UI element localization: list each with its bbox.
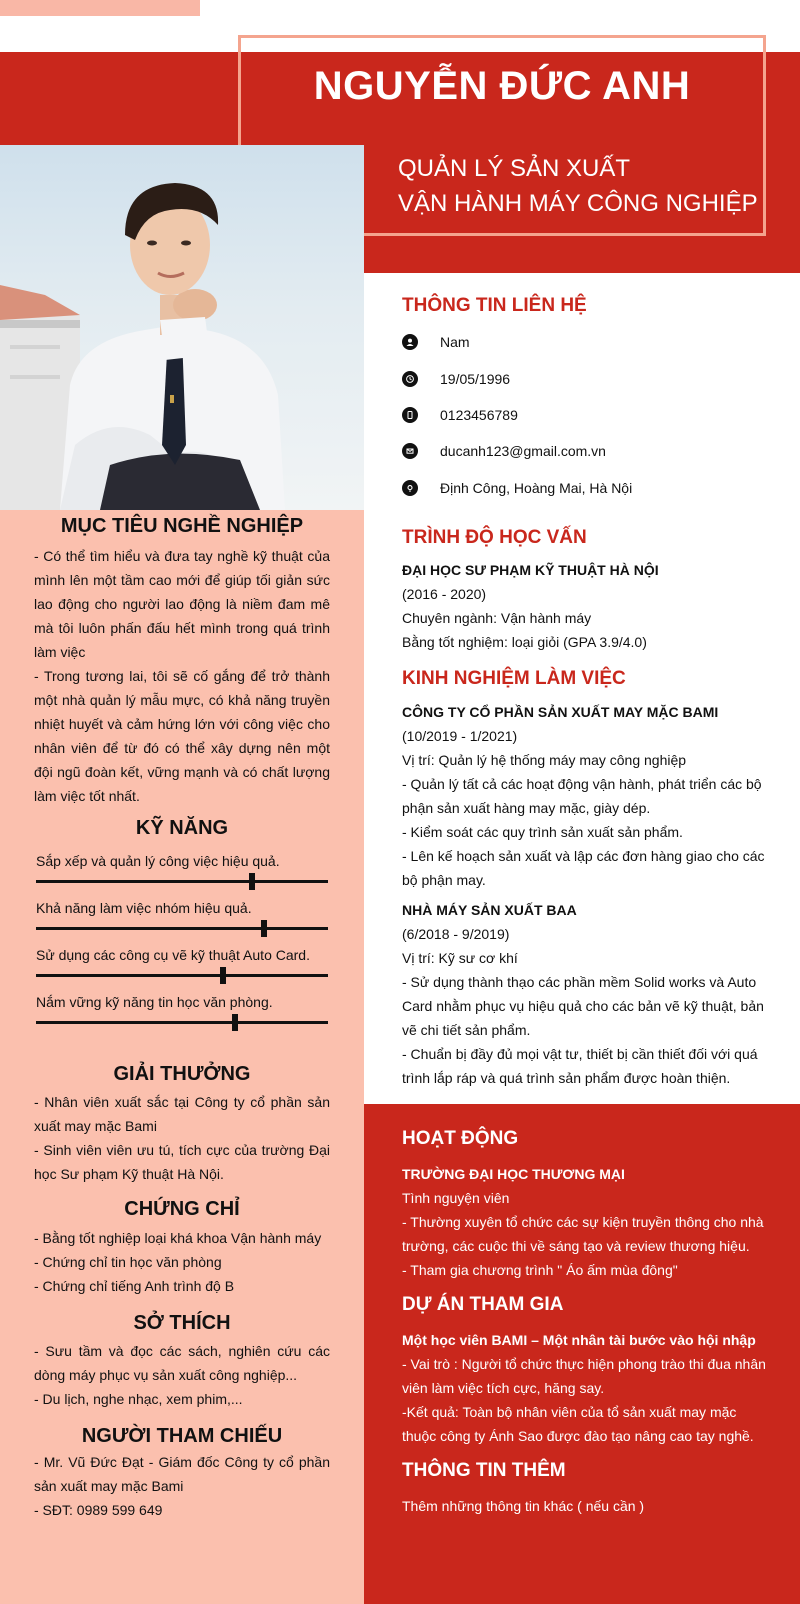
project-item: -Kết quả: Toàn bộ nhân viên của tổ sản xuất may mặc thuộc công ty Ánh Sao được đào tạo nâng cao tay nghề. (402, 1404, 754, 1444)
skill-bar (36, 974, 328, 977)
clock-icon (402, 371, 418, 387)
job-company: NHÀ MÁY SẢN XUẤT BAA (402, 902, 577, 918)
objective-paragraph-2: - Trong tương lai, tôi sẽ cố gắng để trở thành một nhà quản lý mẫu mực, có khả năng truyền nhiệt huyết và cảm hứng lớn với công việc cho nhân viên để từ đó có thể xây dựng nên một đội ngũ đoàn kết, vững mạnh và có chất lượng làm việc tốt nhất. (34, 668, 330, 804)
activity-org: TRƯỜNG ĐẠI HỌC THƯƠNG MẠI (402, 1166, 625, 1182)
skill-bar (36, 880, 328, 883)
awards-heading: GIẢI THƯỞNG (113, 1063, 251, 1085)
hobby-item: - Sưu tầm và đọc các sách, nghiên cứu các dòng máy phục vụ sản xuất công nghiệp... (34, 1343, 330, 1383)
activities-heading: HOẠT ĐỘNG (402, 1128, 519, 1149)
objective-heading: MỤC TIÊU NGHỀ NGHIỆP (60, 515, 304, 537)
contact-phone (402, 404, 518, 426)
activity-item: - Thường xuyên tổ chức các sự kiện truyền thông cho nhà trường, các cuộc thi về sáng tạo và review thương hiệu. (402, 1214, 764, 1254)
job-duty: - Sử dụng thành thạo các phần mềm Solid works và Auto Card nhằm phục vụ hiệu quả cho các bản vẽ kỹ thuật, bản vẽ chi tiết sản phẩm. (402, 974, 764, 1038)
hobby-item: - Du lịch, nghe nhạc, xem phim,... (34, 1391, 243, 1407)
skill-bar-knob (232, 1014, 238, 1031)
phone-value: 0123456789 (440, 407, 518, 423)
corner-accent (0, 0, 200, 16)
gender-value: Nam (440, 334, 470, 350)
activity-item: - Tham gia chương trình " Áo ấm mùa đông" (402, 1262, 678, 1278)
address-value: Định Công, Hoàng Mai, Hà Nội (440, 480, 633, 496)
extra-heading: THÔNG TIN THÊM (402, 1460, 566, 1481)
skill-bar (36, 1021, 328, 1024)
skill-bar (36, 927, 328, 930)
job-period: (10/2019 - 1/2021) (402, 728, 518, 744)
skill-label: Sắp xếp và quản lý công việc hiệu quả. (36, 853, 280, 869)
education-period: (2016 - 2020) (402, 586, 487, 602)
job-duty: - Quản lý tất cả các hoạt động vận hành, phát triển các bộ phận sản xuất hàng may mặc, giày dép. (402, 776, 762, 816)
hobbies-heading: SỞ THÍCH (133, 1312, 231, 1334)
certificate-item: - Chứng chỉ tiếng Anh trình độ B (34, 1278, 235, 1294)
profile-photo-illustration (0, 145, 364, 510)
skill-label: Nắm vững kỹ năng tin học văn phòng. (36, 994, 273, 1010)
contact-address (402, 477, 632, 499)
job-duty: - Kiểm soát các quy trình sản xuất sản phẩm. (402, 824, 683, 840)
certificate-item: - Bằng tốt nghiệp loại khá khoa Vận hành máy (34, 1230, 322, 1246)
job-title-line-1: QUẢN LÝ SẢN XUẤT (398, 155, 631, 182)
skill-bar-knob (220, 967, 226, 984)
education-heading: TRÌNH ĐỘ HỌC VẤN (402, 527, 587, 548)
contact-gender (402, 331, 470, 353)
dob-value: 19/05/1996 (440, 371, 511, 387)
award-item: - Nhân viên xuất sắc tại Công ty cổ phần sản xuất may mặc Bami (34, 1094, 330, 1134)
skill-label: Sử dụng các công cụ vẽ kỹ thuật Auto Card. (36, 947, 310, 963)
certificate-item: - Chứng chỉ tin học văn phòng (34, 1254, 222, 1270)
location-pin-icon (402, 480, 418, 496)
education-degree: Bằng tốt nghiệm: loại giỏi (GPA 3.9/4.0) (402, 634, 647, 650)
project-name: Một học viên BAMI – Một nhân tài bước vào hội nhập (402, 1332, 756, 1348)
contact-dob (402, 368, 510, 390)
project-item: - Vai trò : Người tổ chức thực hiện phong trào thi đua nhân viên làm việc tích cực, hăng say. (402, 1356, 766, 1396)
extra-text: Thêm những thông tin khác ( nếu cần ) (402, 1498, 645, 1514)
job-position: Vị trí: Kỹ sư cơ khí (402, 950, 518, 966)
award-item: - Sinh viên viên ưu tú, tích cực của trường Đại học Sư phạm Kỹ thuật Hà Nội. (34, 1142, 330, 1182)
projects-heading: DỰ ÁN THAM GIA (402, 1294, 564, 1315)
user-icon (402, 334, 418, 350)
reference-item: - Mr. Vũ Đức Đạt - Giám đốc Công ty cổ phần sản xuất may mặc Bami (34, 1454, 330, 1494)
profile-photo (0, 145, 364, 510)
candidate-name: NGUYỄN ĐỨC ANH (313, 64, 691, 108)
job-duty: - Lên kế hoạch sản xuất và lập các đơn hàng giao cho các bộ phận may. (402, 848, 765, 888)
skill-label: Khả năng làm việc nhóm hiệu quả. (36, 900, 252, 916)
left-column (0, 510, 364, 1604)
education-major: Chuyên ngành: Vận hành máy (402, 610, 592, 626)
skill-bar-knob (249, 873, 255, 890)
education-school: ĐẠI HỌC SƯ PHẠM KỸ THUẬT HÀ NỘI (402, 562, 659, 578)
experience-heading: KINH NGHIỆM LÀM VIỆC (402, 668, 626, 689)
mail-icon (402, 443, 418, 459)
phone-icon (402, 407, 418, 423)
references-heading: NGƯỜI THAM CHIẾU (81, 1425, 283, 1447)
job-company: CÔNG TY CỔ PHẦN SẢN XUẤT MAY MẶC BAMI (402, 704, 719, 720)
job-title-line-2: VẬN HÀNH MÁY CÔNG NGHIỆP (398, 190, 758, 217)
certificates-heading: CHỨNG CHỈ (124, 1198, 240, 1220)
email-value: ducanh123@gmail.com.vn (440, 443, 606, 459)
contact-email (402, 440, 606, 462)
skill-bar-knob (261, 920, 267, 937)
reference-item: - SĐT: 0989 599 649 (34, 1502, 163, 1518)
skills-heading: KỸ NĂNG (135, 817, 229, 839)
activity-role: Tình nguyện viên (402, 1190, 510, 1206)
job-duty: - Chuẩn bị đầy đủ mọi vật tư, thiết bị cần thiết đối với quá trình lắp ráp và quá trình sản phẩm được hoàn thiện. (402, 1046, 758, 1086)
objective-paragraph-1: - Có thể tìm hiểu và đưa tay nghề kỹ thuật của mình lên một tầm cao mới để giúp tối giản sức lao động cho người lao động là niềm đam mê mà tôi luôn phấn đấu hết mình trong quá trình làm việc (34, 548, 330, 660)
job-position: Vị trí: Quản lý hệ thống máy may công nghiệp (402, 752, 687, 768)
contact-heading: THÔNG TIN LIÊN HỆ (402, 295, 587, 316)
job-period: (6/2018 - 9/2019) (402, 926, 510, 942)
